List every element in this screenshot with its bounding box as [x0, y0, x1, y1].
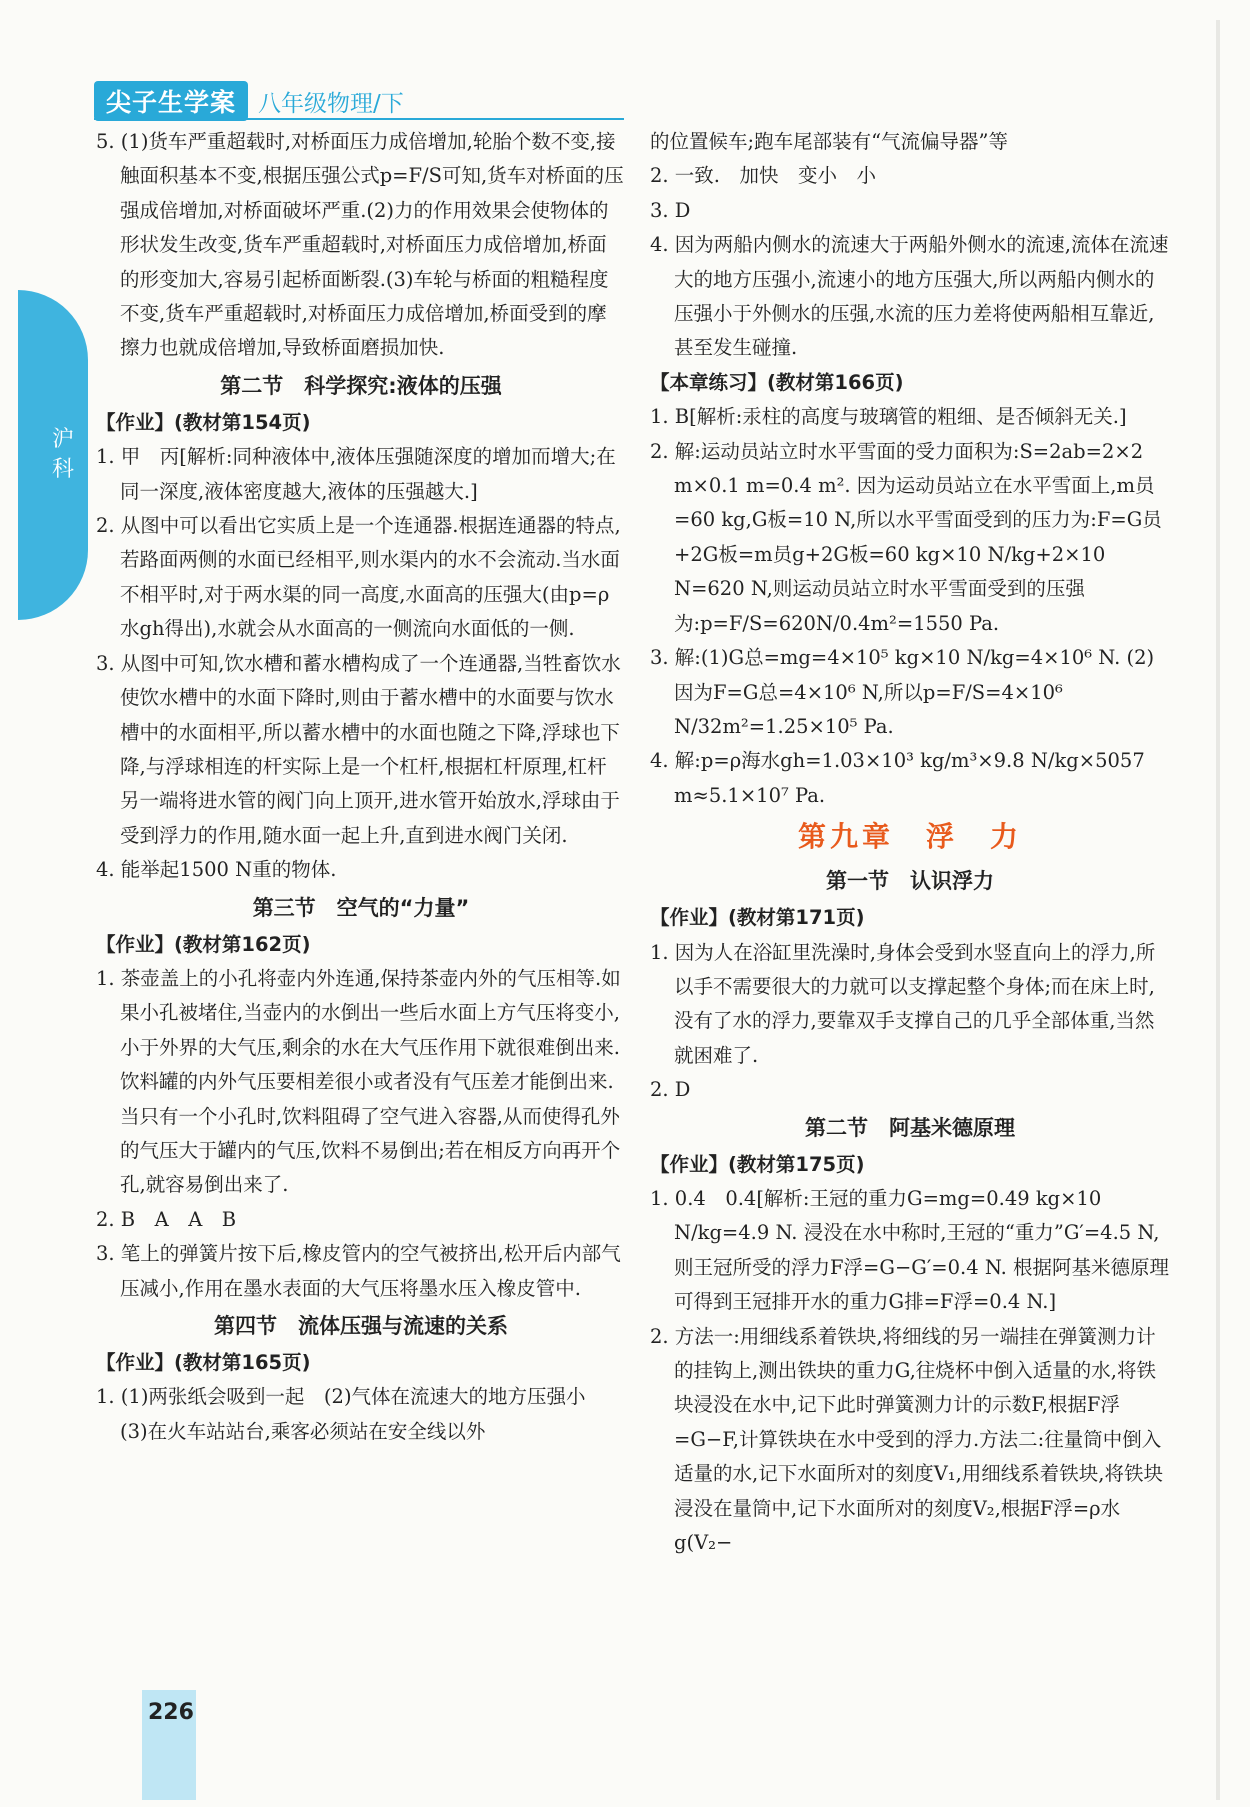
answer-item: 3. D — [650, 198, 691, 222]
continued-text: 的位置候车;跑车尾部装有“气流偏导器”等 — [650, 130, 1009, 153]
answer-item: 1. 因为人在浴缸里洗澡时,身体会受到水竖直向上的浮力,所以手不需要很大的力就可以支撑起整个身体;而在床上时,没有了水的浮力,要靠双手支撑自己的几乎全部体重,当然就困难了. — [650, 940, 1156, 1067]
side-label: 沪 科 — [51, 427, 74, 482]
page-number: 226 — [148, 1700, 194, 1725]
left-column — [96, 125, 626, 1449]
answer-item: 1. 茶壶盖上的小孔将壶内外连通,保持茶壶内外的气压相等.如果小孔被堵住,当壶内的水倒出一些后水面上方气压将变小,小于外界的大气压,剩余的水在大气压作用下就很难倒出来.饮料罐的内外气压要相差很小或者没有气压差才能倒出来.当只有一个小孔时,饮料阻碍了空气进入容器,从而使得孔外的气压大于罐内的气压,饮料不易倒出;若在相反方向再开个孔,就容易倒出来了. — [96, 966, 621, 1197]
homework-label: 【作业】(教材第171页) — [650, 906, 865, 930]
answer-item: 2. B A A B — [96, 1207, 237, 1231]
right-column — [650, 125, 1170, 1560]
page-header — [94, 84, 404, 118]
answer-item: 4. 因为两船内侧水的流速大于两船外侧水的流速,流体在流速大的地方压强小,流速小的地方压强大,所以两船内侧水的压强小于外侧水的压强,水流的压力差将使两船相互靠近,甚至发生碰撞. — [650, 233, 1169, 360]
chapter-title: 第九章 浮 力 — [797, 820, 1022, 854]
header-rule — [94, 118, 624, 120]
answer-item: 1. 甲 丙[解析:同种液体中,液体压强随深度的增加而增大;在同一深度,液体密度越大,液体的压强越大.] — [96, 445, 616, 503]
section-heading: 第三节 空气的“力量” — [252, 895, 470, 920]
section-heading: 第一节 认识浮力 — [826, 869, 994, 894]
section-heading: 第四节 流体压强与流速的关系 — [214, 1314, 508, 1338]
answer-item: 2. D — [650, 1078, 691, 1102]
section-heading: 第二节 科学探究:液体的压强 — [220, 373, 502, 398]
homework-label: 【本章练习】(教材第166页) — [650, 370, 904, 394]
answer-item: 2. 一致. 加快 变小 小 — [650, 164, 877, 188]
answer-item: 3. 解:(1)G总=mg=4×10⁵ kg×10 N/kg=4×10⁶ N. (2)因为F=G总=4×10⁶ N,所以p=F/S=4×10⁶ N/32m²=1.25×10⁵ Pa. — [650, 646, 1155, 738]
answer-item: 4. 能举起1500 N重的物体. — [96, 858, 337, 882]
answer-item: 2. 从图中可以看出它实质上是一个连通器.根据连通器的特点,若路面两侧的水面已经相平,则水渠内的水不会流动.当水面不相平时,对于两水渠的同一高度,水面高的压强大(由p=ρ水gh得出),水就会从水面高的一侧流向水面低的一侧. — [96, 514, 621, 641]
section-heading: 第二节 阿基米德原理 — [805, 1115, 1015, 1140]
answer-item: 2. 方法一:用细线系着铁块,将细线的另一端挂在弹簧测力计的挂钩上,测出铁块的重力G,往烧杯中倒入适量的水,将铁块浸没在水中,记下此时弹簧测力计的示数F,根据F浮=G−F,计算铁块在水中受到的浮力.方法二:往量筒中倒入适量的水,记下水面所对的刻度V₁,用细线系着铁块,将铁块浸没在量筒中,记下水面所对的刻度V₂,根据F浮=ρ水g(V₂− — [650, 1324, 1163, 1555]
answer-item: 3. 笔上的弹簧片按下后,橡皮管内的空气被挤出,松开后内部气压减小,作用在墨水表面的大气压将墨水压入橡皮管中. — [96, 1242, 621, 1300]
homework-label: 【作业】(教材第162页) — [96, 932, 311, 956]
page-edge — [1216, 20, 1220, 1800]
answer-item: 3. 从图中可知,饮水槽和蓄水槽构成了一个连通器,当牲畜饮水使饮水槽中的水面下降时,则由于蓄水槽中的水面要与饮水槽中的水面相平,所以蓄水槽中的水面也随之下降,浮球也下降,与浮球相连的杆实际上是一个杠杆,根据杠杆原理,杠杆另一端将进水管的阀门向上顶开,进水管开始放水,浮球由于受到浮力的作用,随水面一起上升,直到进水阀门关闭. — [96, 651, 621, 847]
answer-item: 2. 解:运动员站立时水平雪面的受力面积为:S=2ab=2×2 m×0.1 m=0.4 m². 因为运动员站立在水平雪面上,m员=60 kg,G板=10 N,所以水平雪面受到的压力为:F=G员+2G板=m员g+2G板=60 kg×10 N/kg+2×10 N=620 N,则运动员站立时水平雪面受到的压强为:p=F/S=620N/0.4m²=1550 Pa. — [650, 439, 1162, 635]
brand-logo: 尖子生学案 — [94, 81, 248, 121]
answer-item: 1. 0.4 0.4[解析:王冠的重力G=mg=0.49 kg×10 N/kg=4.9 N. 浸没在水中称时,王冠的“重力”G′=4.5 N,则王冠所受的浮力F浮=G−G′=0.4 N. 根据阿基米德原理可得到王冠排开水的重力G排=F浮=0.4 N.] — [650, 1186, 1170, 1314]
answer-item: 5. (1)货车严重超载时,对桥面压力成倍增加,轮胎个数不变,接触面积基本不变,根据压强公式p=F/S可知,货车对桥面的压强成倍增加,对桥面破坏严重.(2)力的作用效果会使物体的形状发生改变,货车严重超载时,对桥面压力成倍增加,桥面的形变加大,容易引起桥面断裂.(3)车轮与桥面的粗糙程度不变,货车严重超载时,对桥面压力成倍增加,桥面受到的摩擦力也就成倍增加,导致桥面磨损加快. — [96, 130, 624, 360]
homework-label: 【作业】(教材第165页) — [96, 1351, 311, 1374]
answer-item: 4. 解:p=ρ海水gh=1.03×10³ kg/m³×9.8 N/kg×5057 m≈5.1×10⁷ Pa. — [650, 749, 1145, 807]
homework-label: 【作业】(教材第175页) — [650, 1152, 865, 1176]
homework-label: 【作业】(教材第154页) — [96, 410, 311, 434]
answer-item: 1. B[解析:汞柱的高度与玻璃管的粗细、是否倾斜无关.] — [650, 405, 1127, 429]
book-subtitle: 八年级物理/下 — [258, 90, 404, 117]
answer-item: 1. (1)两张纸会吸到一起 (2)气体在流速大的地方压强小 (3)在火车站站台,乘客必须站在安全线以外 — [96, 1385, 606, 1443]
